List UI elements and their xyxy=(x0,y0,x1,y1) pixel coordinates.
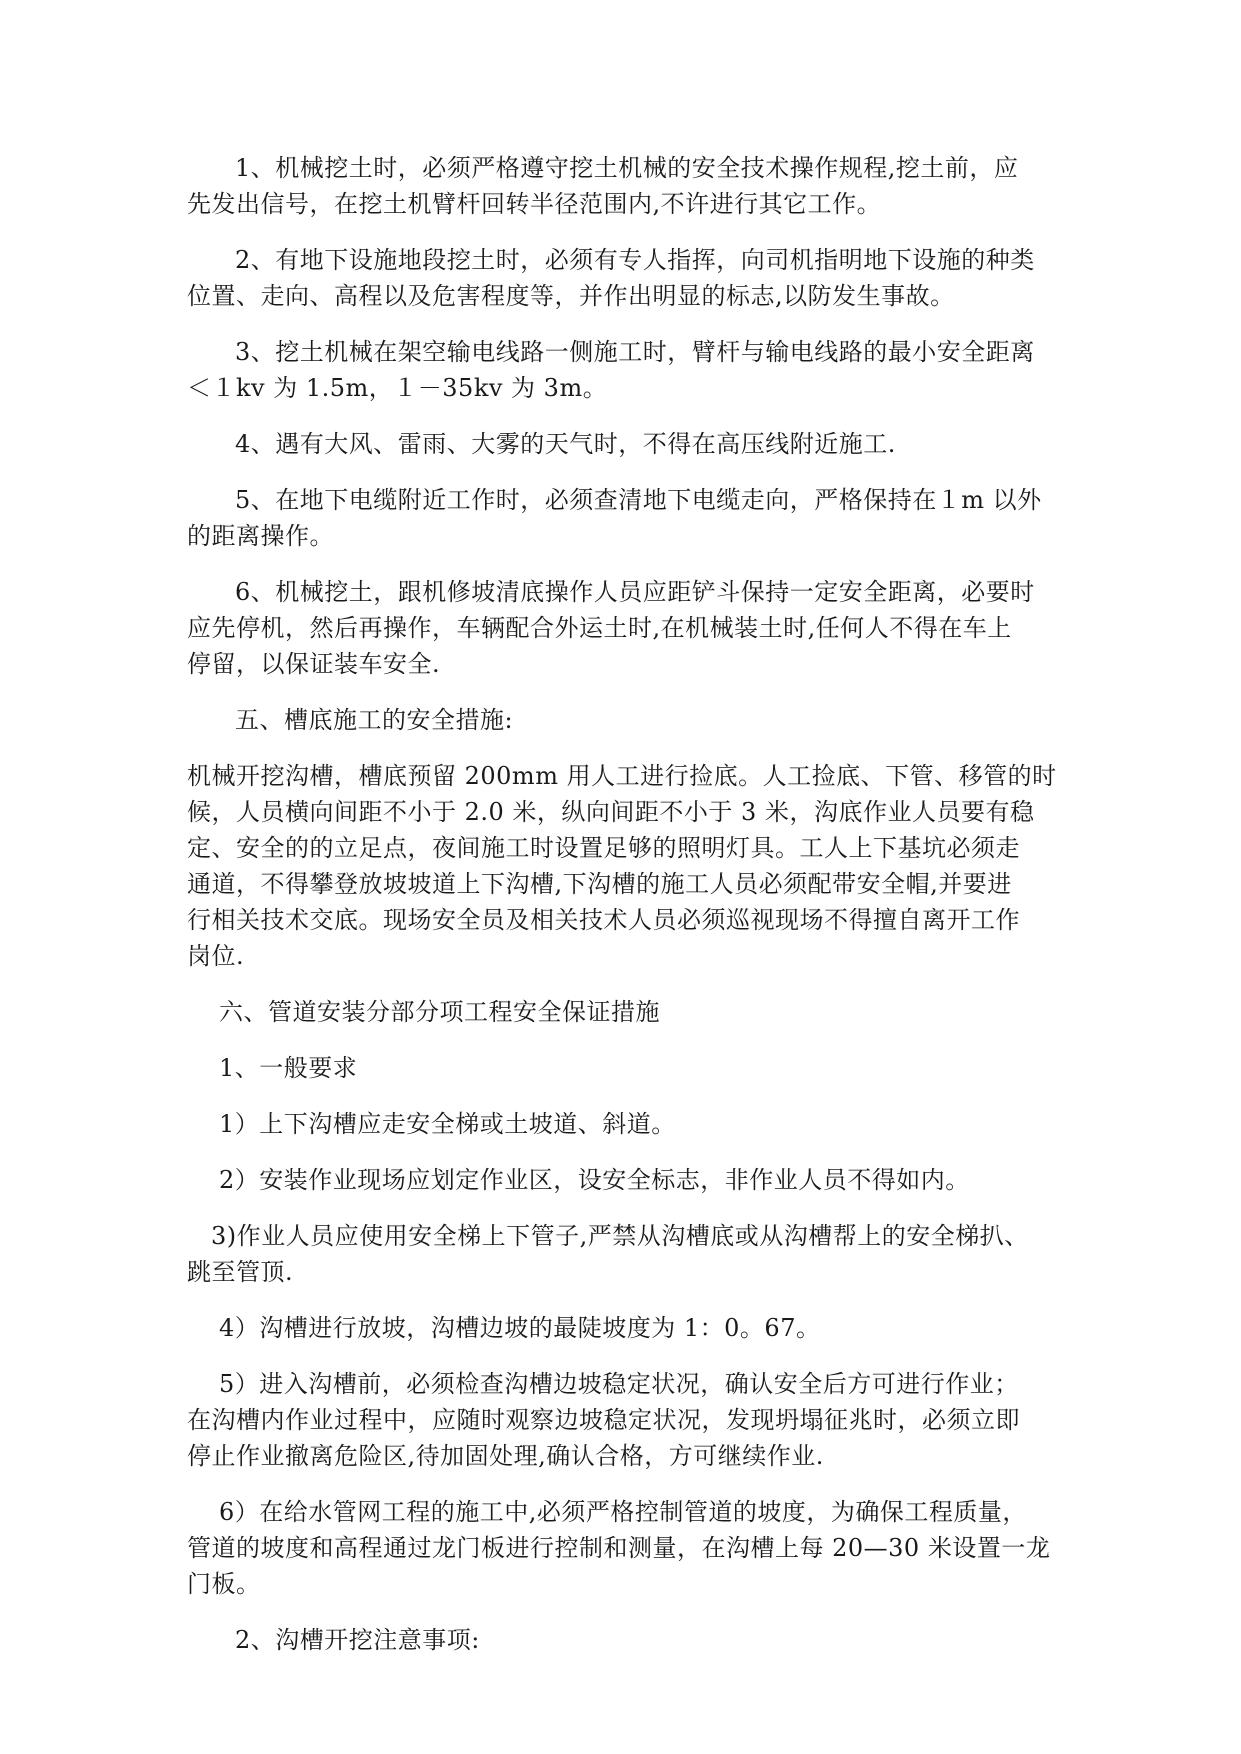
paragraph-1 xyxy=(187,150,1067,222)
text-line: 2、有地下设施地段挖土时，必须有专人指挥，向司机指明地下设施的种类 xyxy=(235,246,1035,274)
document-page xyxy=(187,150,1067,1678)
paragraph-6 xyxy=(187,574,1067,682)
item-4 xyxy=(187,1310,1067,1346)
text-line: 候，人员横向间距不小于 2.0 米，纵向间距不小于 3 米，沟底作业人员要有稳 xyxy=(187,798,1035,826)
text-line: 6）在给水管网工程的施工中,必须严格控制管道的坡度，为确保工程质量， xyxy=(219,1498,1027,1526)
text-line: 应先停机，然后再操作，车辆配合外运土时,在机械装土时,任何人不得在车上 xyxy=(187,614,1012,642)
item-5 xyxy=(187,1366,1067,1474)
paragraph-2 xyxy=(187,242,1067,314)
item-2 xyxy=(187,1162,1067,1198)
text-line: 4）沟槽进行放坡，沟槽边坡的最陡坡度为 1：0。67。 xyxy=(219,1314,821,1342)
text-line: 停止作业撤离危险区,待加固处理,确认合格，方可继续作业. xyxy=(187,1442,824,1470)
text-line: 管道的坡度和高程通过龙门板进行控制和测量，在沟槽上每 20—30 米设置一龙 xyxy=(187,1534,1051,1562)
text-line: 通道，不得攀登放坡坡道上下沟槽,下沟槽的施工人员必须配带安全帽,并要进 xyxy=(187,870,1012,898)
item-3 xyxy=(187,1218,1067,1290)
text-line: 1）上下沟槽应走安全梯或土坡道、斜道。 xyxy=(219,1110,676,1138)
text-line: ＜１kv 为 1.5m，１－35kv 为 3m。 xyxy=(187,374,608,402)
text-line: 岗位. xyxy=(187,942,245,970)
text-line: 定、安全的的立足点，夜间施工时设置足够的照明灯具。工人上下基坑必须走 xyxy=(187,834,1020,862)
text-line: 行相关技术交底。现场安全员及相关技术人员必须巡视现场不得擅自离开工作 xyxy=(187,906,1020,934)
section-heading-6 xyxy=(187,994,1067,1030)
paragraph-3 xyxy=(187,334,1067,406)
text-line: 停留，以保证装车安全. xyxy=(187,650,441,678)
text-line: 3)作业人员应使用安全梯上下管子,严禁从沟槽底或从沟槽帮上的安全梯扒、 xyxy=(211,1222,1029,1250)
text-line: 2、沟槽开挖注意事项: xyxy=(235,1626,480,1654)
text-line: 的距离操作。 xyxy=(187,522,334,550)
text-line: 1、一般要求 xyxy=(219,1054,358,1082)
paragraph-7 xyxy=(187,758,1067,974)
text-line: 5、在地下电缆附近工作时，必须查清地下电缆走向，严格保持在１m 以外 xyxy=(235,486,1042,514)
text-line: 6、机械挖土，跟机修坡清底操作人员应距铲斗保持一定安全距离，必要时 xyxy=(235,578,1035,606)
text-line: 五、槽底施工的安全措施: xyxy=(235,706,514,734)
text-line: 3、挖土机械在架空输电线路一侧施工时，臂杆与输电线路的最小安全距离 xyxy=(235,338,1035,366)
text-line: 机械开挖沟槽，槽底预留 200mm 用人工进行捡底。人工捡底、下管、移管的时 xyxy=(187,762,1057,790)
text-line: 5）进入沟槽前，必须检查沟槽边坡稳定状况，确认安全后方可进行作业； xyxy=(219,1370,1019,1398)
text-line: 1、机械挖土时，必须严格遵守挖土机械的安全技术操作规程,挖土前，应 xyxy=(235,154,1019,182)
text-line: 位置、走向、高程以及危害程度等，并作出明显的标志,以防发生事故。 xyxy=(187,282,955,310)
item-6 xyxy=(187,1494,1067,1602)
item-1 xyxy=(187,1106,1067,1142)
text-line: 先发出信号，在挖土机臂杆回转半径范围内,不许进行其它工作。 xyxy=(187,190,882,218)
paragraph-4 xyxy=(187,426,1067,462)
subheading-2 xyxy=(187,1622,1067,1658)
text-line: 门板。 xyxy=(187,1570,261,1598)
text-line: 2）安装作业现场应划定作业区，设安全标志，非作业人员不得如内。 xyxy=(219,1166,970,1194)
section-heading-5 xyxy=(187,702,1067,738)
text-line: 4、遇有大风、雷雨、大雾的天气时，不得在高压线附近施工. xyxy=(235,430,896,458)
text-line: 六、管道安装分部分项工程安全保证措施 xyxy=(219,998,660,1026)
text-line: 跳至管顶. xyxy=(187,1258,294,1286)
subheading-1 xyxy=(187,1050,1067,1086)
text-line: 在沟槽内作业过程中，应随时观察边坡稳定状况，发现坍塌征兆时，必须立即 xyxy=(187,1406,1020,1434)
paragraph-5 xyxy=(187,482,1067,554)
